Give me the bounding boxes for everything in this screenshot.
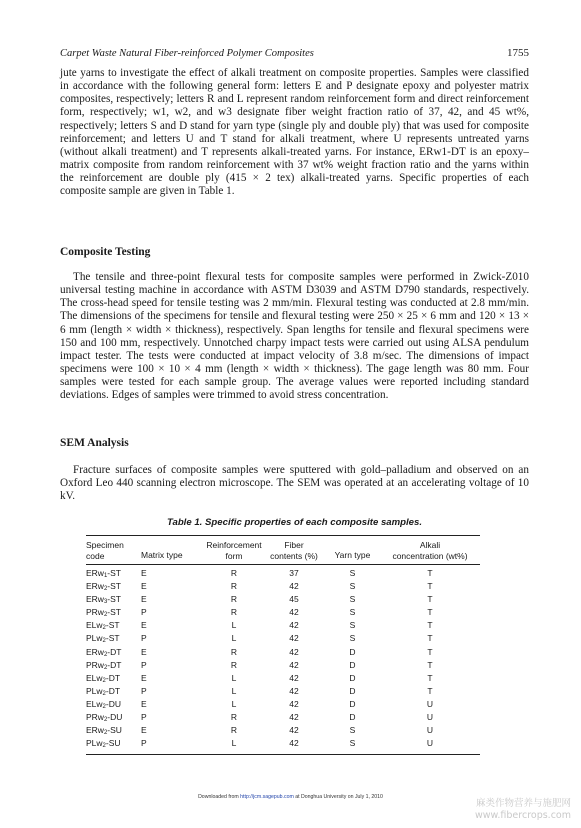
table-cell-alkali: T (427, 568, 433, 578)
table-cell-alkali: T (427, 685, 433, 696)
header-matrix-type: Matrix type (141, 550, 183, 560)
table-cell-code: PRw$_2$-ST (86, 607, 121, 619)
table-cell-matrix: P (141, 607, 147, 618)
table-cell-fiber: 42 (289, 738, 299, 749)
table-cell-code: ERw$_1$-ST (86, 568, 121, 579)
table-cell-fiber: 37 (289, 568, 299, 578)
table-cell-yarn: S (349, 568, 356, 578)
table-cell-matrix: E (141, 698, 147, 709)
header-specimen-code: Specimen code (86, 540, 124, 561)
section-heading-composite-testing-block (60, 246, 529, 258)
table-cell-code: ERw$_2$-SU (86, 725, 122, 737)
body-paragraph-2: The tensile and three-point flexural tests for composite samples were performed in Zwick-Z010 universal testing machine in accordance with ASTM D3039 and ASTM D790 standards, respectively. The cross-head speed for tensile testing was 2 mm/min. Flexural testing was conducted at 2.8 mm/min. The dimensions of the specimens for tensile and flexural testing were 250 × 25 × 6 mm and 120 × 13 × 6 mm (length × width × thickness), respectively. Span lengths for tensile and flexural specimens were 150 and 100 mm, respectively. Unnotched charpy impact tests were carried out using ALSA pendulum impact tester. The tests were conducted at impact velocity of 3.8 m/sec. The dimensions of impact specimens were 100 × 10 × 4 mm (length × width × thickness). The gage length was 80 mm. Four samples were tested for each sample group. The average values were reported including standard deviations. Edges of samples were trimmed to avoid stress concentration. (60, 271, 529, 402)
table-cell-fiber: 42 (289, 672, 299, 683)
table-row (86, 699, 480, 712)
table-cell-code: ELw$_2$-ST (86, 620, 120, 632)
table-cell-form: R (230, 712, 238, 723)
table-cell-code: ERw$_2$-ST (86, 581, 121, 593)
table-bottom-rule (86, 754, 480, 755)
table-cell-form: R (230, 659, 238, 670)
table-cell-alkali: T (427, 620, 433, 631)
table-row (86, 594, 480, 607)
table-cell-matrix: P (141, 738, 147, 749)
table-cell-matrix: P (141, 685, 147, 696)
table-cell-yarn: S (349, 738, 356, 749)
table-cell-yarn: S (349, 594, 356, 605)
table-cell-matrix: E (141, 725, 147, 736)
table-cell-matrix: E (141, 672, 147, 683)
table-cell-matrix: P (141, 712, 147, 723)
body-paragraph-1-block (60, 67, 529, 199)
table-cell-code: ELw$_2$-DU (86, 698, 121, 710)
table-row (86, 647, 480, 660)
table-cell-alkali: T (427, 633, 433, 644)
table-cell-fiber: 42 (289, 685, 299, 696)
table-cell-fiber: 42 (289, 620, 299, 631)
running-title: Carpet Waste Natural Fiber-reinforced Polymer Composites (60, 48, 314, 59)
table-cell-form: R (230, 594, 238, 605)
table-cell-matrix: E (141, 594, 147, 605)
table-cell-yarn: S (349, 633, 356, 644)
table-row (86, 725, 480, 738)
table-cell-form: R (230, 725, 238, 736)
header-fiber-contents: Fiber contents (%) (270, 540, 318, 561)
table-cell-matrix: E (141, 620, 147, 631)
table-cell-alkali: U (426, 712, 434, 723)
table-cell-fiber: 42 (289, 633, 299, 644)
table-cell-matrix: P (141, 633, 147, 644)
footer-link[interactable]: http://jcm.sagepub.com (240, 794, 294, 800)
table-cell-alkali: T (427, 646, 433, 657)
table-row (86, 581, 480, 594)
table-cell-form: L (231, 698, 237, 709)
table-cell-form: R (230, 581, 238, 592)
page-number: 1755 (507, 47, 529, 59)
table-caption: Table 1. Specific properties of each composite samples. (166, 517, 423, 528)
table-cell-alkali: T (427, 659, 433, 670)
site-watermark: 麻类作物营养与施肥网 www.fibercrops.com (474, 798, 571, 821)
table-cell-form: L (231, 620, 237, 631)
table-cell-code: PLw$_2$-ST (86, 633, 120, 645)
header-reinforcement-form: Reinforcement form (206, 540, 262, 561)
table-cell-matrix: E (141, 581, 147, 592)
table-cell-code: ERw$_2$-DT (86, 646, 122, 658)
table-cell-yarn: D (349, 659, 356, 670)
table-cell-matrix: P (141, 659, 147, 670)
section-heading-composite-testing: Composite Testing (60, 246, 151, 258)
table-row (86, 607, 480, 620)
table-cell-yarn: S (349, 581, 356, 592)
section-heading-sem-analysis-block (60, 437, 529, 449)
table-cell-code: PLw$_2$-SU (86, 738, 121, 750)
table-row (86, 660, 480, 673)
table-cell-matrix: E (141, 568, 147, 578)
table-row (86, 712, 480, 725)
table-row (86, 738, 480, 751)
running-header (60, 47, 529, 59)
table-cell-fiber: 42 (289, 581, 299, 592)
table-cell-form: R (230, 568, 238, 578)
table-row (86, 568, 480, 581)
table-cell-code: ELw$_2$-DT (86, 672, 121, 684)
table-cell-fiber: 42 (289, 725, 299, 736)
table-cell-alkali: T (427, 672, 433, 683)
table-cell-alkali: U (426, 698, 434, 709)
body-paragraph-3-block (60, 464, 529, 503)
table-cell-alkali: U (426, 738, 434, 749)
table-cell-fiber: 42 (289, 659, 299, 670)
table-cell-fiber: 42 (289, 698, 299, 709)
table-cell-yarn: D (349, 685, 356, 696)
table-cell-yarn: D (349, 646, 356, 657)
body-paragraph-2-block (60, 271, 529, 403)
table-header-row (86, 536, 480, 564)
table-cell-fiber: 42 (289, 646, 299, 657)
table-row (86, 686, 480, 699)
table-cell-yarn: S (349, 725, 356, 736)
properties-table (86, 535, 480, 755)
table-cell-form: L (231, 633, 237, 644)
table-cell-form: R (230, 646, 238, 657)
table-cell-form: R (230, 607, 238, 618)
table-cell-alkali: T (427, 607, 433, 618)
table-cell-alkali: T (427, 594, 433, 605)
table-cell-code: PLw$_2$-DT (86, 685, 121, 697)
table-cell-yarn: S (349, 620, 356, 631)
table-cell-fiber: 45 (289, 594, 299, 605)
table-cell-fiber: 42 (289, 607, 299, 618)
download-footer: Downloaded from http://jcm.sagepub.com at Donghua University on July 1, 2010 (198, 794, 383, 800)
table-cell-code: PRw$_2$-DU (86, 712, 123, 724)
table-body (86, 565, 480, 754)
table-cell-code: PRw$_2$-DT (86, 659, 122, 671)
header-alkali-concentration: Alkali concentration (wt%) (392, 540, 468, 561)
table-row (86, 673, 480, 686)
table-cell-matrix: E (141, 646, 147, 657)
section-heading-sem-analysis: SEM Analysis (60, 437, 129, 449)
body-paragraph-3: Fracture surfaces of composite samples were sputtered with gold–palladium and observed on an Oxford Leo 440 scanning electron microscope. The SEM was operated at an accelerating voltage of 10 kV. (60, 464, 529, 503)
table-cell-form: L (231, 738, 237, 749)
table-cell-alkali: U (426, 725, 434, 736)
table-cell-form: L (231, 685, 237, 696)
table-cell-form: L (231, 672, 237, 683)
table-cell-fiber: 42 (289, 712, 299, 723)
header-yarn-type: Yarn type (334, 550, 371, 560)
table-cell-yarn: D (349, 698, 356, 709)
table-row (86, 633, 480, 646)
table-cell-code: ERw$_3$-ST (86, 594, 121, 606)
table-cell-alkali: T (427, 581, 433, 592)
table-cell-yarn: S (349, 607, 356, 618)
body-paragraph-1: jute yarns to investigate the effect of alkali treatment on composite properties. Samples were classified in accordance with the following general form: letters E and P designate epoxy and polyester matrix composites, respectively; letters R and L represent random reinforcement form and direct reinforcement form, respectively; w1, w2, and w3 designate fiber weight fraction ratio of 37, 42, and 45 wt%, respectively; letters S and D stand for yarn type (single ply and double ply) that was used for composite reinforcement; and letters U and T stand for alkali treatment, where U represents untreated yarns (without alkali treatment) and T represents alkali-treated yarns. For instance, ERw1-DT is an epoxy–matrix composite from random reinforcement with 37 wt% weight fraction ratio and the yarns within the reinforcement are double ply (415 × 2 tex) alkali-treated yarns. Specific properties of each composite sample are given in Table 1. (60, 67, 529, 198)
table-row (86, 620, 480, 633)
table-cell-yarn: D (349, 712, 356, 723)
table-cell-yarn: D (349, 672, 356, 683)
